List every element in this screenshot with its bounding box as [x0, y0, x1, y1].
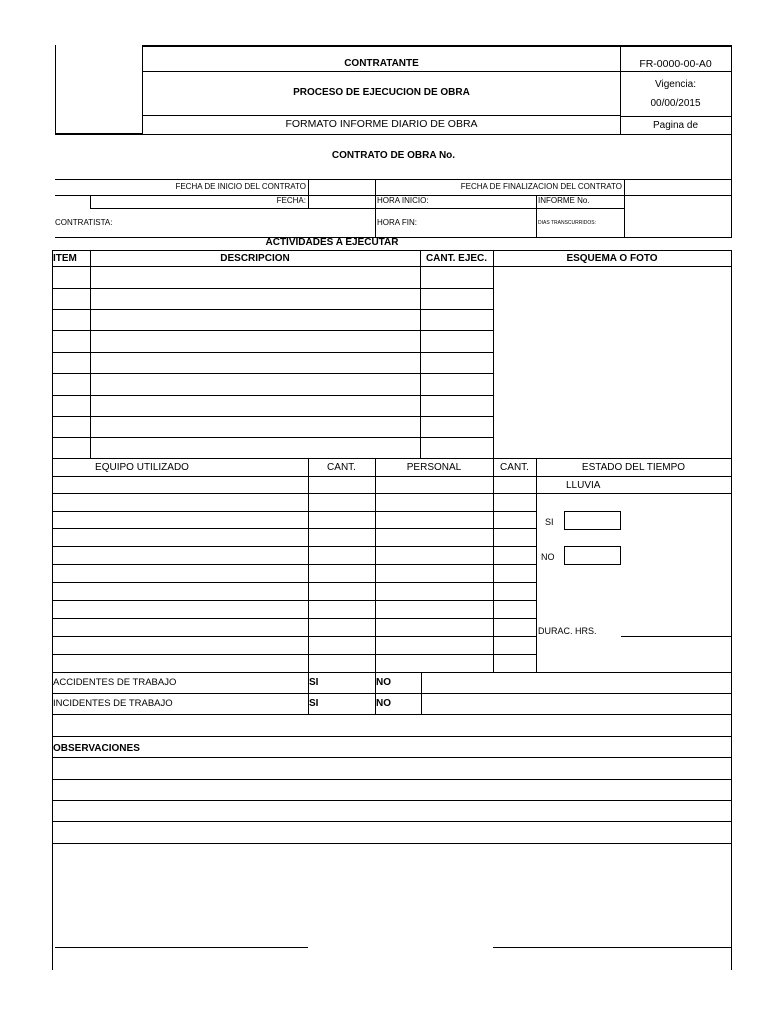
info-v-2 [308, 179, 309, 208]
estado-tiempo-header: ESTADO DEL TIEMPO [581, 462, 686, 473]
resource-row-line [52, 493, 536, 494]
acc-line [52, 693, 732, 694]
cant2-header: CANT. [500, 462, 529, 473]
act-v-4 [731, 250, 732, 458]
item-header: ITEM [53, 253, 77, 264]
cant1-header: CANT. [327, 462, 356, 473]
observation-line [52, 800, 732, 801]
dias-transcurridos-label: DIAS TRANSCURRIDOS: [538, 220, 596, 226]
si-checkbox[interactable] [564, 511, 621, 530]
equipo-header: EQUIPO UTILIZADO [95, 462, 189, 473]
fecha-label: FECHA: [276, 196, 306, 205]
resource-row-line [52, 600, 536, 601]
activity-row-line [52, 416, 493, 417]
fecha-fin-label: FECHA DE FINALIZACION DEL CONTRATO [460, 182, 622, 191]
info-v-3 [375, 179, 376, 237]
act-bottom [52, 458, 732, 459]
right-border-top [731, 45, 732, 237]
resource-row-line [52, 546, 536, 547]
observaciones-title: OBSERVACIONES [53, 743, 140, 754]
actividades-title: ACTIVIDADES A EJECUTAR [265, 237, 399, 248]
pagina-label: Pagina de [652, 120, 699, 131]
fecha-inicio-label: FECHA DE INICIO DEL CONTRATO [175, 182, 306, 191]
contrato-title: CONTRATO DE OBRA No. [331, 150, 456, 161]
activity-row-line [52, 395, 493, 396]
act-v-1 [90, 250, 91, 458]
signature-line-right[interactable] [493, 947, 731, 948]
no-checkbox[interactable] [564, 546, 621, 565]
incidentes-label: INCIDENTES DE TRABAJO [53, 698, 173, 709]
rec-header-bottom [52, 476, 732, 477]
cant-ejec-header: CANT. EJEC. [425, 253, 488, 264]
observation-line [52, 843, 732, 844]
formato-title: FORMATO INFORME DIARIO DE OBRA [285, 118, 478, 130]
activity-row-line [52, 330, 493, 331]
act-v-3 [493, 250, 494, 458]
hora-inicio-label: HORA INICIO: [377, 196, 429, 205]
informe-no-label: INFORME No. [538, 196, 590, 205]
info-line-1 [55, 179, 732, 180]
esquema-header: ESQUEMA O FOTO [566, 253, 658, 264]
incidentes-si[interactable]: SI [309, 698, 319, 709]
rec-v-2 [375, 458, 376, 714]
accidentes-si[interactable]: SI [309, 677, 319, 688]
observation-line [52, 779, 732, 780]
inc-line [52, 714, 732, 715]
info-v-5 [624, 179, 625, 237]
resource-row-line [52, 528, 536, 529]
contratista-label: CONTRATISTA: [55, 218, 113, 227]
proceso-title: PROCESO DE EJECUCION DE OBRA [293, 87, 470, 98]
resource-row-line [52, 654, 536, 655]
act-header-top [52, 250, 732, 251]
vigencia-label: Vigencia: [655, 79, 696, 90]
logo-box [55, 45, 143, 134]
activity-row-line [52, 437, 493, 438]
info-v-4 [536, 195, 537, 237]
vigencia-date: 00/00/2015 [650, 98, 701, 109]
descripcion-header: DESCRIPCION [220, 253, 290, 264]
signature-line-left[interactable] [55, 947, 308, 948]
act-v-2 [420, 250, 421, 458]
rec-v-3 [493, 458, 494, 672]
resource-row-line [52, 564, 536, 565]
incidentes-no[interactable]: NO [376, 698, 391, 709]
accidentes-no[interactable]: NO [376, 677, 391, 688]
observation-line [52, 757, 732, 758]
hora-fin-label: HORA FIN: [377, 218, 418, 227]
activity-row-line [52, 352, 493, 353]
resource-row-line [52, 511, 536, 512]
observation-line [52, 821, 732, 822]
activity-row-line [52, 373, 493, 374]
form-code: FR-0000-00-A0 [639, 58, 712, 70]
activity-row-line [52, 309, 493, 310]
duracion-field[interactable] [621, 636, 731, 637]
personal-header: PERSONAL [406, 462, 462, 473]
resource-row-line [52, 582, 536, 583]
rec-bottom [52, 672, 732, 673]
rec-v-4 [536, 458, 537, 672]
no-label: NO [541, 552, 555, 562]
si-label: SI [545, 517, 554, 527]
header-line-3 [620, 116, 731, 117]
lluvia-line [536, 493, 731, 494]
resource-row-line [52, 618, 536, 619]
lluvia-label: LLUVIA [566, 480, 601, 491]
obs-top [52, 736, 732, 737]
header-line-1 [143, 71, 731, 72]
resource-row-line [52, 636, 536, 637]
contratante-label: CONTRATANTE [344, 58, 419, 69]
accidentes-label: ACCIDENTES DE TRABAJO [53, 677, 177, 688]
seg-v-2 [421, 672, 422, 714]
info-v-1 [90, 195, 91, 208]
info-line-3 [90, 208, 625, 209]
top-border [55, 45, 732, 47]
header-line-4 [55, 134, 732, 135]
act-header-bottom [52, 266, 732, 267]
header-line-2 [143, 115, 620, 116]
activity-row-line [52, 288, 493, 289]
duracion-label: DURAC. HRS. [538, 626, 597, 636]
rec-v-1 [308, 458, 309, 672]
left-border [52, 250, 53, 970]
